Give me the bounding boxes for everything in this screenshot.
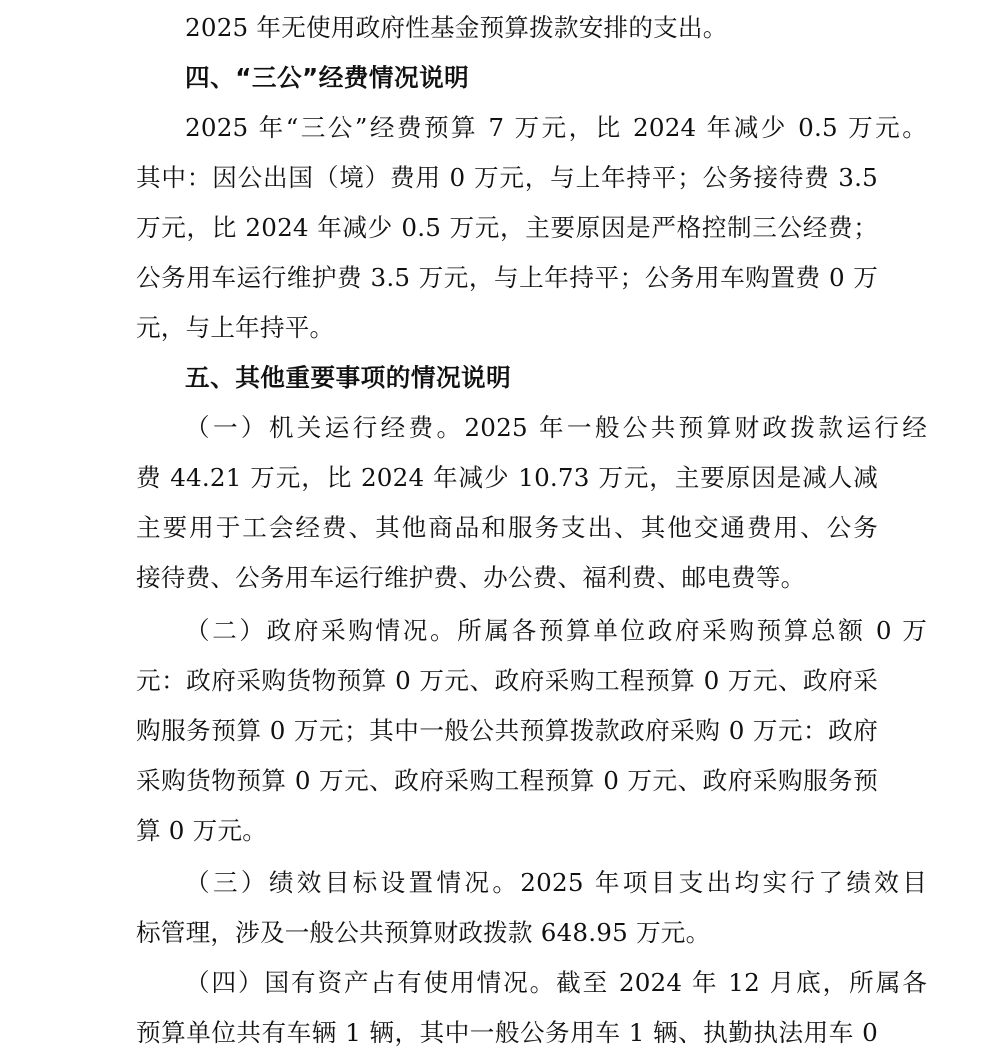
paragraph-line: 元：政府采购货物预算 0 万元、政府采购工程预算 0 万元、政府采 [136, 666, 878, 695]
section-heading-other-matters: 五、其他重要事项的情况说明 [185, 363, 512, 392]
section-heading-three-public: 四、“三公”经费情况说明 [185, 63, 470, 92]
paragraph-line: （二）政府采购情况。所属各预算单位政府采购预算总额 0 万 [185, 616, 927, 645]
paragraph-line: 公务用车运行维护费 3.5 万元，与上年持平；公务用车购置费 0 万 [136, 263, 878, 292]
paragraph-line: 万元，比 2024 年减少 0.5 万元，主要原因是严格控制三公经费； [136, 213, 878, 242]
paragraph-line: 2025 年无使用政府性基金预算拨款安排的支出。 [185, 13, 728, 42]
paragraph-line: 主要用于工会经费、其他商品和服务支出、其他交通费用、公务 [136, 513, 878, 542]
paragraph-line: 费 44.21 万元，比 2024 年减少 10.73 万元，主要原因是减人减 [136, 463, 878, 492]
paragraph-line: 购服务预算 0 万元；其中一般公共预算拨款政府采购 0 万元：政府 [136, 716, 878, 745]
paragraph-line: 元，与上年持平。 [136, 313, 335, 342]
paragraph-line: （四）国有资产占有使用情况。截至 2024 年 12 月底，所属各 [185, 968, 927, 997]
paragraph-line: 接待费、公务用车运行维护费、办公费、福利费、邮电费等。 [136, 563, 806, 592]
paragraph-line: （一）机关运行经费。2025 年一般公共预算财政拨款运行经 [185, 413, 927, 442]
paragraph-line: 标管理，涉及一般公共预算财政拨款 648.95 万元。 [136, 918, 711, 947]
paragraph-line: 其中：因公出国（境）费用 0 万元，与上年持平；公务接待费 3.5 [136, 163, 878, 192]
paragraph-line: 算 0 万元。 [136, 816, 268, 845]
paragraph-line: 预算单位共有车辆 1 辆，其中一般公务用车 1 辆、执勤执法用车 0 [136, 1018, 878, 1047]
paragraph-line: 2025 年“三公”经费预算 7 万元，比 2024 年减少 0.5 万元。 [185, 113, 927, 142]
paragraph-line: （三）绩效目标设置情况。2025 年项目支出均实行了绩效目 [185, 868, 927, 897]
paragraph-line: 采购货物预算 0 万元、政府采购工程预算 0 万元、政府采购服务预 [136, 766, 878, 795]
